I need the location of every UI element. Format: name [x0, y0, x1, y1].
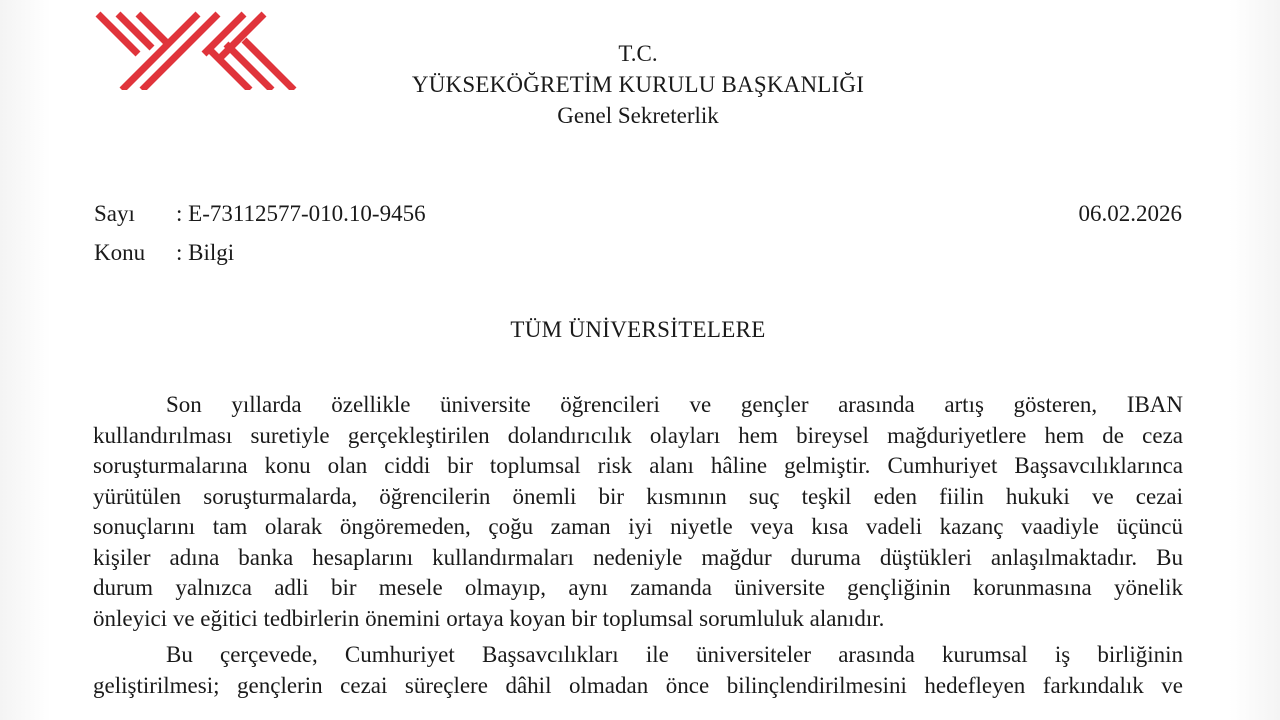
paragraph-line: Son yıllarda özellikle üniversite öğrencileri ve gençler arasında artış gösteren, IBAN	[166, 392, 1183, 417]
sayi-label: Sayı	[94, 201, 135, 226]
recipient-heading: TÜM ÜNİVERSİTELERE	[510, 317, 766, 342]
konu-label: Konu	[94, 240, 146, 265]
paragraph-line: sonuçlarını tam olarak öngöremeden, çoğu zaman iyi niyetle veya kısa vadeli kazanç vaadiyle üçüncü	[93, 514, 1183, 539]
paragraph-line: soruşturmalarına konu olan ciddi bir toplumsal risk alanı hâline gelmiştir. Cumhuriyet Başsavcılıklarınca	[93, 453, 1183, 478]
konu-value: : Bilgi	[176, 240, 235, 265]
header-institution: YÜKSEKÖĞRETİM KURULU BAŞKANLIĞI	[411, 72, 865, 97]
document-body	[93, 390, 1183, 707]
header-department: Genel Sekreterlik	[557, 103, 719, 128]
paragraph-1	[93, 390, 1183, 634]
document-date: 06.02.2026	[1078, 201, 1182, 226]
header-tc: T.C.	[618, 41, 658, 66]
paragraph-line: kişiler adına banka hesaplarını kullandırmaları nedeniyle mağdur duruma düştükleri anlaşılmaktadır. Bu	[93, 544, 1183, 570]
paragraph-line: önleyici ve eğitici tedbirlerin önemini ortaya koyan bir toplumsal sorumluluk alanıdır.	[93, 605, 885, 631]
paragraph-line: durum yalnızca adli bir mesele olmayıp, aynı zamanda üniversite gençliğinin korunmasına yönelik	[93, 575, 1183, 600]
paragraph-line: kullandırılması suretiyle gerçekleştirilen dolandırıcılık olayları hem bireysel mağduriyetlere hem de ceza	[93, 422, 1183, 448]
paragraph-line: yürütülen soruşturmalarda, öğrencilerin önemli bir kısmının suç teşkil eden fiilin hukuki ve cezai	[93, 483, 1183, 509]
paragraph-2	[93, 640, 1183, 701]
sayi-value: : E-73112577-010.10-9456	[176, 201, 426, 226]
document-header	[0, 38, 1276, 131]
sayi-row	[94, 199, 426, 229]
konu-row	[94, 238, 234, 268]
paragraph-line: Bu çerçevede, Cumhuriyet Başsavcılıkları ile üniversiteler arasında kurumsal iş birliğinin	[166, 642, 1183, 667]
paragraph-line: geliştirilmesi; gençlerin cezai süreçlere dâhil olmadan önce bilinçlendirilmesini hedefleyen farkındalık ve	[93, 672, 1183, 698]
